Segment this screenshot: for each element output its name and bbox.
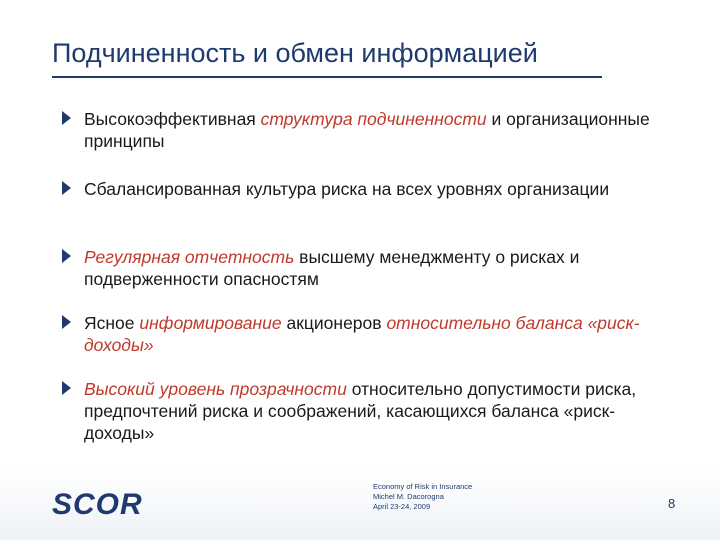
plain-text: относительно допустимости риска, предпочтений риска и соображений, касающихся баланса «риск-доходы» — [84, 379, 637, 443]
bullet-text-3 — [84, 247, 579, 289]
bullet-text-4 — [84, 313, 640, 355]
triangle-right-icon — [62, 111, 71, 125]
slide-title: Подчиненность и обмен информацией — [52, 38, 538, 68]
triangle-right-icon — [62, 181, 71, 195]
plain-text: акционеров — [281, 313, 387, 333]
plain-text: и организационные принципы — [84, 109, 650, 151]
plain-text: высшему менеджменту о рисках и подверженности опасностям — [84, 247, 580, 289]
page-number: 8 — [668, 496, 676, 511]
bullet-item-5 — [60, 378, 660, 444]
emphasized-text: информирование — [139, 313, 282, 333]
scor-logo: SCOR — [52, 488, 143, 521]
triangle-right-icon — [62, 315, 71, 329]
emphasized-text: относительно баланса «риск-доходы» — [84, 313, 640, 355]
title-underline — [52, 76, 602, 78]
plain-text: Высокоэффективная — [84, 109, 261, 129]
emphasized-text: Высокий уровень прозрачности — [84, 379, 347, 399]
footer-info — [373, 482, 472, 512]
emphasized-text: Регулярная отчетность — [84, 247, 295, 267]
plain-text: Ясное — [84, 313, 140, 333]
footer-line-1: Economy of Risk in Insurance — [373, 482, 473, 491]
bullet-text-5 — [84, 379, 636, 443]
bullet-item-2 — [60, 178, 609, 200]
bullet-item-4 — [60, 312, 660, 356]
bullet-text-1 — [84, 109, 650, 151]
triangle-right-icon — [62, 381, 71, 395]
triangle-right-icon — [62, 249, 71, 263]
emphasized-text: структура подчиненности — [260, 109, 487, 129]
footer-line-2: Michel M. Dacorogna — [373, 492, 444, 501]
footer-line-3: April 23-24, 2009 — [373, 502, 431, 511]
bullet-text-2 — [84, 179, 609, 199]
plain-text: Сбалансированная культура риска на всех уровнях организации — [84, 179, 610, 199]
bullet-item-3 — [60, 246, 660, 290]
bullet-item-1 — [60, 108, 660, 152]
